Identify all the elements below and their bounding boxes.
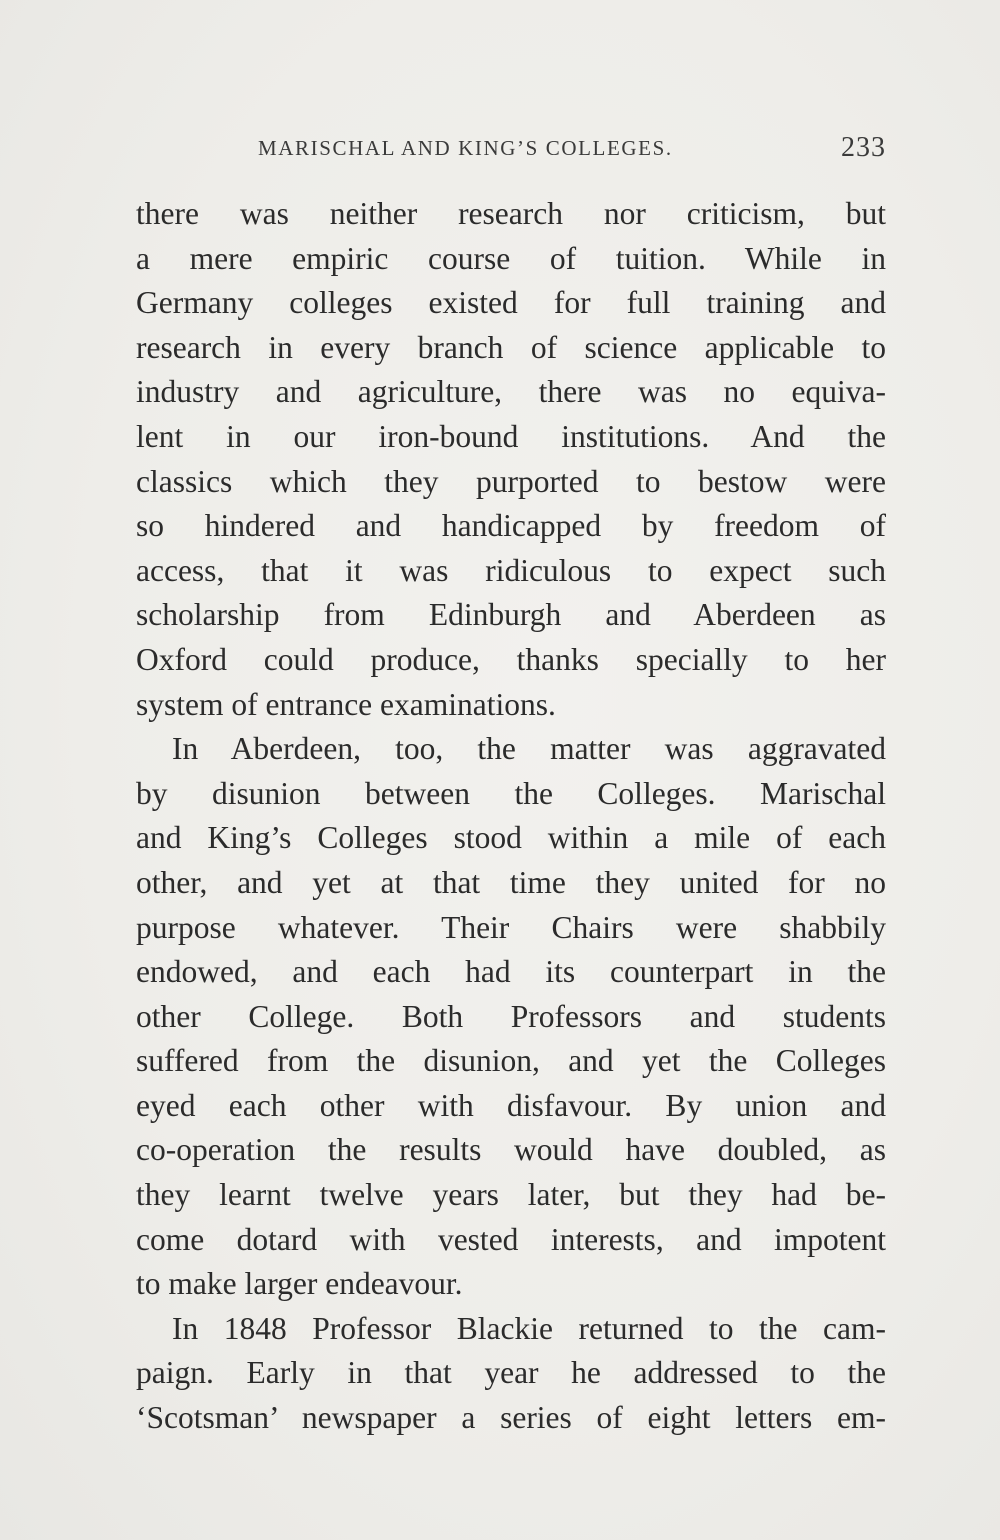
text-line: co-operation the results would have doubled, as <box>136 1132 886 1168</box>
text-line: and King’s Colleges stood within a mile of each <box>136 820 886 856</box>
page-number: 233 <box>841 132 886 163</box>
text-line: research in every branch of science applicable to <box>136 329 886 365</box>
body-text <box>136 192 886 1441</box>
text-line: ‘Scotsman’ newspaper a series of eight letters em- <box>136 1400 886 1436</box>
text-line: to make larger endeavour. <box>136 1266 463 1302</box>
text-line: industry and agriculture, there was no equiva- <box>136 374 886 410</box>
text-line: access, that it was ridiculous to expect such <box>136 552 886 588</box>
text-line: endowed, and each had its counterpart in the <box>136 954 886 990</box>
text-line: purpose whatever. Their Chairs were shabbily <box>136 909 886 945</box>
text-line: classics which they purported to bestow were <box>136 463 886 499</box>
text-line: eyed each other with disfavour. By union and <box>136 1087 886 1123</box>
text-line: Oxford could produce, thanks specially to her <box>136 641 886 677</box>
running-title: MARISCHAL AND KING’S COLLEGES. <box>258 136 673 160</box>
text-line: system of entrance examinations. <box>136 686 556 722</box>
text-line: a mere empiric course of tuition. While in <box>136 240 886 276</box>
text-line: other, and yet at that time they united for no <box>136 864 886 900</box>
text-line: by disunion between the Colleges. Marischal <box>136 775 886 811</box>
paragraph-1 <box>136 192 886 727</box>
running-head <box>136 132 886 168</box>
text-line: there was neither research nor criticism, but <box>136 196 886 231</box>
text-line: they learnt twelve years later, but they had be- <box>136 1177 886 1213</box>
text-line: In 1848 Professor Blackie returned to the cam- <box>172 1310 886 1346</box>
text-line: scholarship from Edinburgh and Aberdeen as <box>136 597 886 633</box>
text-line: Germany colleges existed for full training and <box>136 285 886 321</box>
text-line: lent in our iron-bound institutions. And the <box>136 418 886 454</box>
text-line: so hindered and handicapped by freedom of <box>136 508 886 544</box>
paragraph-3 <box>136 1307 886 1441</box>
text-line: paign. Early in that year he addressed to the <box>136 1355 886 1391</box>
text-line: other College. Both Professors and students <box>136 998 886 1034</box>
text-line: come dotard with vested interests, and impotent <box>136 1221 886 1257</box>
text-line: In Aberdeen, too, the matter was aggravated <box>172 731 886 767</box>
paragraph-2 <box>136 727 886 1307</box>
text-line: suffered from the disunion, and yet the Colleges <box>136 1043 886 1079</box>
